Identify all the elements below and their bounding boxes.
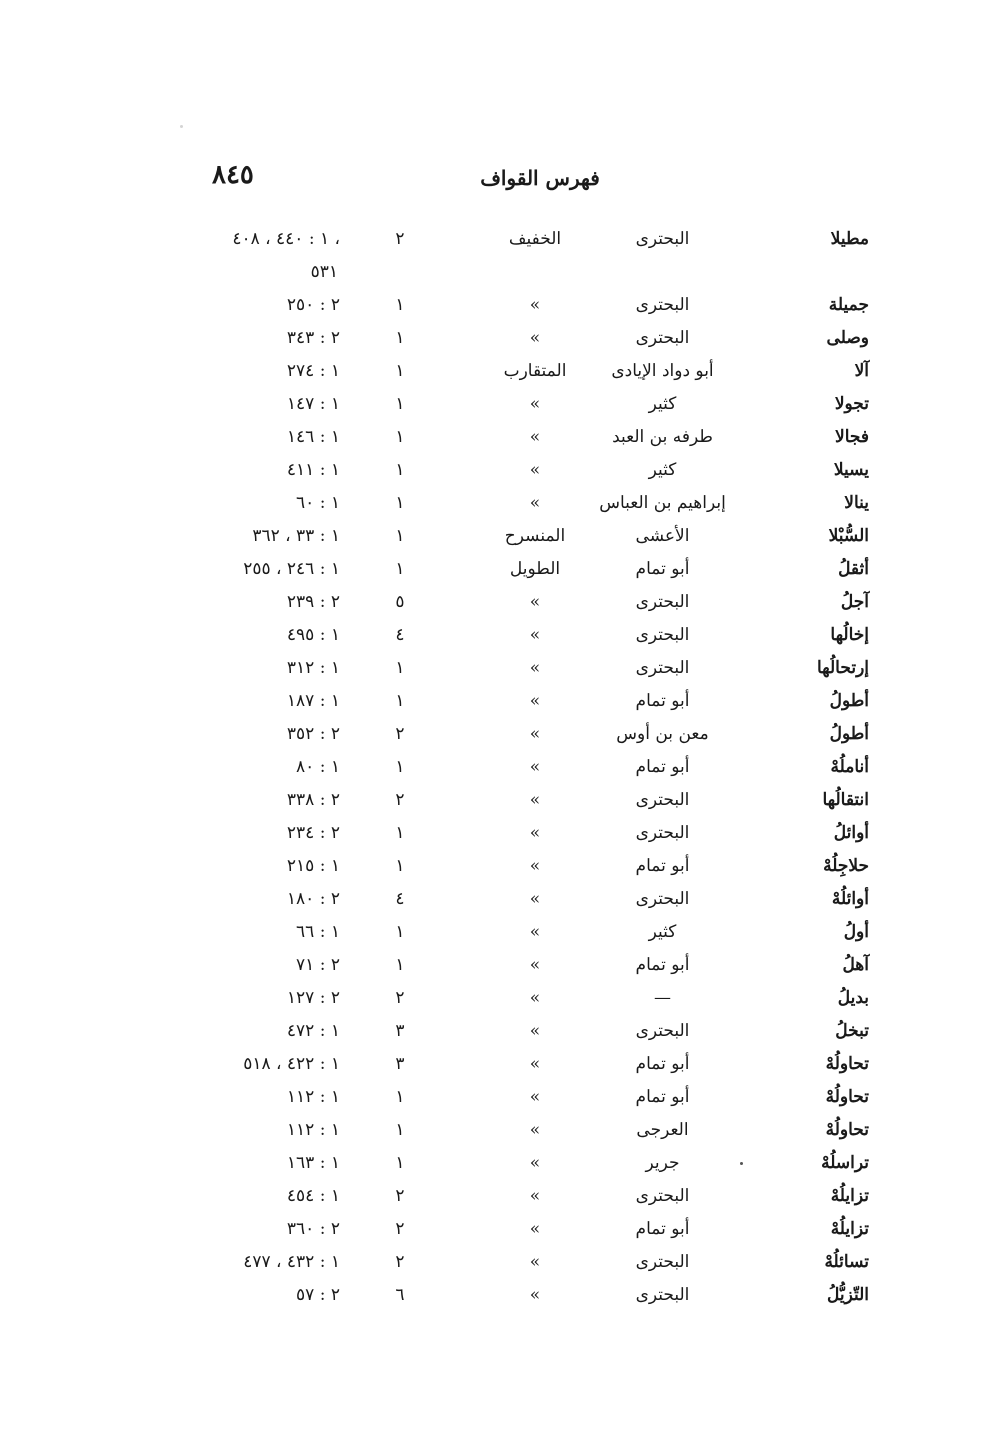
- rhyme-cell: أناملُهْ: [830, 757, 869, 777]
- reference-cell: ١ : ٦٦: [296, 922, 340, 942]
- poet-cell: كثير: [648, 460, 677, 480]
- verse-count-cell: ١: [395, 1120, 405, 1140]
- rhyme-cell: أوائلُ: [833, 823, 869, 843]
- table-row: [0, 717, 1005, 751]
- rhyme-cell: مطيلا: [830, 229, 869, 249]
- meter-cell: »: [529, 1252, 541, 1272]
- table-row: [0, 321, 1005, 355]
- verse-count-cell: ١: [395, 526, 405, 546]
- table-row: [0, 1278, 1005, 1312]
- poet-cell: البحترى: [635, 889, 690, 909]
- meter-cell: المنسرح: [504, 526, 566, 546]
- rhyme-cell: إرتحالُها: [816, 658, 869, 678]
- meter-cell: »: [529, 889, 541, 909]
- rhyme-cell: انتقالُها: [822, 790, 869, 810]
- rhyme-cell: آجلُ: [840, 592, 869, 612]
- reference-cell: ٢ : ٢٣٩: [286, 592, 340, 612]
- table-row: [0, 1047, 1005, 1081]
- reference-cell: ١ : ٣١٢: [286, 658, 340, 678]
- poet-cell: البحترى: [635, 592, 690, 612]
- meter-cell: »: [529, 1285, 541, 1305]
- meter-cell: المتقارب: [503, 361, 567, 381]
- meter-cell: »: [529, 955, 541, 975]
- verse-count-cell: ٥: [395, 592, 405, 612]
- page-title: فهرس القواف: [480, 166, 600, 190]
- table-row: [0, 783, 1005, 817]
- table-row: [0, 618, 1005, 652]
- verse-count-cell: ١: [395, 460, 405, 480]
- poet-cell: الأعشى: [635, 526, 690, 546]
- table-row: [0, 948, 1005, 982]
- table-row: [0, 288, 1005, 322]
- meter-cell: »: [529, 988, 541, 1008]
- reference-cell: ٢ : ٣٥٢: [286, 724, 340, 744]
- rhyme-cell: تحاولُهْ: [825, 1054, 869, 1074]
- table-row: [0, 519, 1005, 553]
- verse-count-cell: ١: [395, 856, 405, 876]
- table-row: [0, 915, 1005, 949]
- table-row: [0, 552, 1005, 586]
- rhyme-cell: تراسلُهْ: [821, 1153, 869, 1173]
- table-row: [0, 816, 1005, 850]
- verse-count-cell: ١: [395, 1153, 405, 1173]
- table-row: [0, 1146, 1005, 1180]
- rhyme-cell: يسيلا: [833, 460, 869, 480]
- rhyme-cell: تحاولُهْ: [825, 1087, 869, 1107]
- rhyme-cell: تحاولُهْ: [825, 1120, 869, 1140]
- reference-cell: ١ : ٤٢٢ ، ٥١٨: [243, 1054, 340, 1074]
- meter-cell: »: [529, 1021, 541, 1041]
- rhyme-cell: أوائلُهْ: [831, 889, 869, 909]
- reference-cell: ٢ : ٥٧: [296, 1285, 340, 1305]
- reference-cell: ١ : ١٤٧: [286, 394, 340, 414]
- verse-count-cell: ٢: [395, 988, 405, 1008]
- verse-count-cell: ٣: [395, 1021, 405, 1041]
- meter-cell: »: [529, 757, 541, 777]
- table-row: [0, 387, 1005, 421]
- verse-count-cell: ٢: [395, 1219, 405, 1239]
- poet-cell: البحترى: [635, 328, 690, 348]
- table-row: [0, 222, 1005, 256]
- verse-count-cell: ١: [395, 922, 405, 942]
- meter-cell: »: [529, 493, 541, 513]
- reference-cell: ١ : ١٤٦: [286, 427, 340, 447]
- scan-speck: [740, 1162, 743, 1165]
- table-row-continuation: [0, 255, 1005, 289]
- poet-cell: —: [654, 988, 671, 1008]
- rhyme-cell: تسائلُهْ: [824, 1252, 869, 1272]
- reference-cell: ١ : ٤٥٤: [286, 1186, 340, 1206]
- reference-cell: ٢ : ٧١: [296, 955, 340, 975]
- verse-count-cell: ١: [395, 823, 405, 843]
- meter-cell: »: [529, 1153, 541, 1173]
- poet-cell: طرفه بن العبد: [612, 427, 713, 447]
- table-row: [0, 1245, 1005, 1279]
- meter-cell: »: [529, 460, 541, 480]
- reference-cell: ١ : ٨٠: [296, 757, 340, 777]
- reference-cell: ١ : ١١٢: [286, 1120, 340, 1140]
- poet-cell: البحترى: [635, 658, 690, 678]
- table-row: [0, 420, 1005, 454]
- meter-cell: »: [529, 724, 541, 744]
- table-row: [0, 981, 1005, 1015]
- rhyme-cell: وصلى: [826, 328, 869, 348]
- meter-cell: »: [529, 592, 541, 612]
- meter-cell: الطويل: [509, 559, 561, 579]
- reference-cell: ٢ : ٣٦٠: [286, 1219, 340, 1239]
- table-row: [0, 1179, 1005, 1213]
- meter-cell: الخفيف: [508, 229, 562, 249]
- meter-cell: »: [529, 658, 541, 678]
- table-row: [0, 750, 1005, 784]
- meter-cell: »: [529, 427, 541, 447]
- table-row: [0, 1080, 1005, 1114]
- meter-cell: »: [529, 856, 541, 876]
- meter-cell: »: [529, 1054, 541, 1074]
- verse-count-cell: ٦: [395, 1285, 405, 1305]
- poet-cell: البحترى: [635, 625, 690, 645]
- reference-cell: ٢ : ٢٣٤: [286, 823, 340, 843]
- rhyme-cell: تبخلُ: [835, 1021, 869, 1041]
- meter-cell: »: [529, 691, 541, 711]
- verse-count-cell: ٣: [395, 1054, 405, 1074]
- verse-count-cell: ١: [395, 328, 405, 348]
- reference-cell: ١ : ٤٣٢ ، ٤٧٧: [243, 1252, 340, 1272]
- poet-cell: البحترى: [635, 1186, 690, 1206]
- meter-cell: »: [529, 1120, 541, 1140]
- rhyme-cell: السُّبْلا: [828, 526, 869, 546]
- table-row: [0, 882, 1005, 916]
- poet-cell: البحترى: [635, 229, 690, 249]
- verse-count-cell: ١: [395, 955, 405, 975]
- table-row: [0, 684, 1005, 718]
- poet-cell: البحترى: [635, 1285, 690, 1305]
- verse-count-cell: ٢: [395, 790, 405, 810]
- verse-count-cell: ١: [395, 493, 405, 513]
- poet-cell: إبراهيم بن العباس: [599, 493, 726, 513]
- poet-cell: أبو تمام: [635, 856, 690, 876]
- reference-cell: ١ : ٤١١: [286, 460, 340, 480]
- reference-cell: ٢ : ٢٥٠: [286, 295, 340, 315]
- verse-count-cell: ٢: [395, 724, 405, 744]
- reference-cell: ١ : ١١٢: [286, 1087, 340, 1107]
- poet-cell: العرجى: [636, 1120, 689, 1140]
- rhyme-cell: آهلُ: [842, 955, 869, 975]
- poet-cell: معن بن أوس: [616, 724, 709, 744]
- verse-count-cell: ١: [395, 394, 405, 414]
- verse-count-cell: ١: [395, 691, 405, 711]
- reference-cell: ١ : ٦٠: [296, 493, 340, 513]
- table-row: [0, 585, 1005, 619]
- rhyme-cell: تجولا: [834, 394, 869, 414]
- rhyme-cell: التّزيُّلُ: [826, 1285, 869, 1305]
- reference-cell: ١ : ٢٧٤: [286, 361, 340, 381]
- rhyme-cell: أطولُ: [829, 724, 869, 744]
- poet-cell: أبو تمام: [635, 559, 690, 579]
- table-row: [0, 849, 1005, 883]
- verse-count-cell: ١: [395, 559, 405, 579]
- verse-count-cell: ١: [395, 658, 405, 678]
- rhyme-cell: أثقلُ: [838, 559, 869, 579]
- poet-cell: أبو تمام: [635, 955, 690, 975]
- poet-cell: أبو تمام: [635, 757, 690, 777]
- meter-cell: »: [529, 1087, 541, 1107]
- reference-cell: ٢ : ١٨٠: [286, 889, 340, 909]
- table-row: [0, 1212, 1005, 1246]
- rhyme-cell: أطولُ: [829, 691, 869, 711]
- table-row: [0, 651, 1005, 685]
- rhyme-cell: بديلُ: [837, 988, 869, 1008]
- table-row: [0, 354, 1005, 388]
- poet-cell: أبو تمام: [635, 691, 690, 711]
- poet-cell: البحترى: [635, 1021, 690, 1041]
- verse-count-cell: ١: [395, 295, 405, 315]
- meter-cell: »: [529, 922, 541, 942]
- poet-cell: أبو تمام: [635, 1087, 690, 1107]
- table-row: [0, 453, 1005, 487]
- rhyme-cell: تزايلُهْ: [830, 1219, 869, 1239]
- meter-cell: »: [529, 328, 541, 348]
- poet-cell: البحترى: [635, 790, 690, 810]
- reference-cell-continuation: ٥٣١: [310, 262, 338, 282]
- rhyme-cell: آلا: [854, 361, 869, 381]
- rhyme-cell: إخالُها: [830, 625, 869, 645]
- verse-count-cell: ٢: [395, 1186, 405, 1206]
- poet-cell: كثير: [648, 922, 677, 942]
- reference-cell: ٢ : ٣٤٣: [286, 328, 340, 348]
- poet-cell: البحترى: [635, 823, 690, 843]
- meter-cell: »: [529, 1186, 541, 1206]
- reference-cell: ١ : ١٦٣: [286, 1153, 340, 1173]
- meter-cell: »: [529, 625, 541, 645]
- meter-cell: »: [529, 394, 541, 414]
- verse-count-cell: ٢: [395, 229, 405, 249]
- reference-cell: ١ : ١٨٧: [286, 691, 340, 711]
- reference-cell: ١ : ٤٧٢: [286, 1021, 340, 1041]
- poet-cell: جرير: [645, 1153, 680, 1173]
- meter-cell: »: [529, 823, 541, 843]
- reference-cell: ١ : ٢٤٦ ، ٢٥٥: [243, 559, 340, 579]
- rhyme-cell: أولُ: [843, 922, 869, 942]
- poet-cell: أبو تمام: [635, 1054, 690, 1074]
- reference-cell: ٢ : ١٢٧: [286, 988, 340, 1008]
- poet-cell: كثير: [648, 394, 677, 414]
- reference-cell: ١ : ٣٣ ، ٣٦٢: [252, 526, 340, 546]
- table-row: [0, 486, 1005, 520]
- table-row: [0, 1113, 1005, 1147]
- rhyme-cell: حلاجِلُهْ: [823, 856, 869, 876]
- reference-cell: ١ : ٤٩٥: [286, 625, 340, 645]
- reference-cell: ١ : ٤٤٠ ، ٤٠٨ ،: [232, 229, 340, 249]
- rhyme-cell: تزايلُهْ: [830, 1186, 869, 1206]
- meter-cell: »: [529, 295, 541, 315]
- page-number: ٨٤٥: [212, 160, 254, 190]
- reference-cell: ١ : ٢١٥: [286, 856, 340, 876]
- verse-count-cell: ١: [395, 1087, 405, 1107]
- verse-count-cell: ١: [395, 757, 405, 777]
- reference-cell: ٢ : ٣٣٨: [286, 790, 340, 810]
- rhyme-cell: فجالا: [835, 427, 869, 447]
- poet-cell: أبو تمام: [635, 1219, 690, 1239]
- poet-cell: البحترى: [635, 295, 690, 315]
- poet-cell: البحترى: [635, 1252, 690, 1272]
- table-row: [0, 1014, 1005, 1048]
- verse-count-cell: ١: [395, 361, 405, 381]
- meter-cell: »: [529, 790, 541, 810]
- poet-cell: أبو دواد الإيادى: [611, 361, 714, 381]
- verse-count-cell: ٤: [395, 625, 405, 645]
- verse-count-cell: ٢: [395, 1252, 405, 1272]
- verse-count-cell: ١: [395, 427, 405, 447]
- scan-speck: [180, 125, 183, 128]
- rhyme-cell: جميلة: [828, 295, 869, 315]
- meter-cell: »: [529, 1219, 541, 1239]
- rhyme-cell: ينالا: [844, 493, 869, 513]
- verse-count-cell: ٤: [395, 889, 405, 909]
